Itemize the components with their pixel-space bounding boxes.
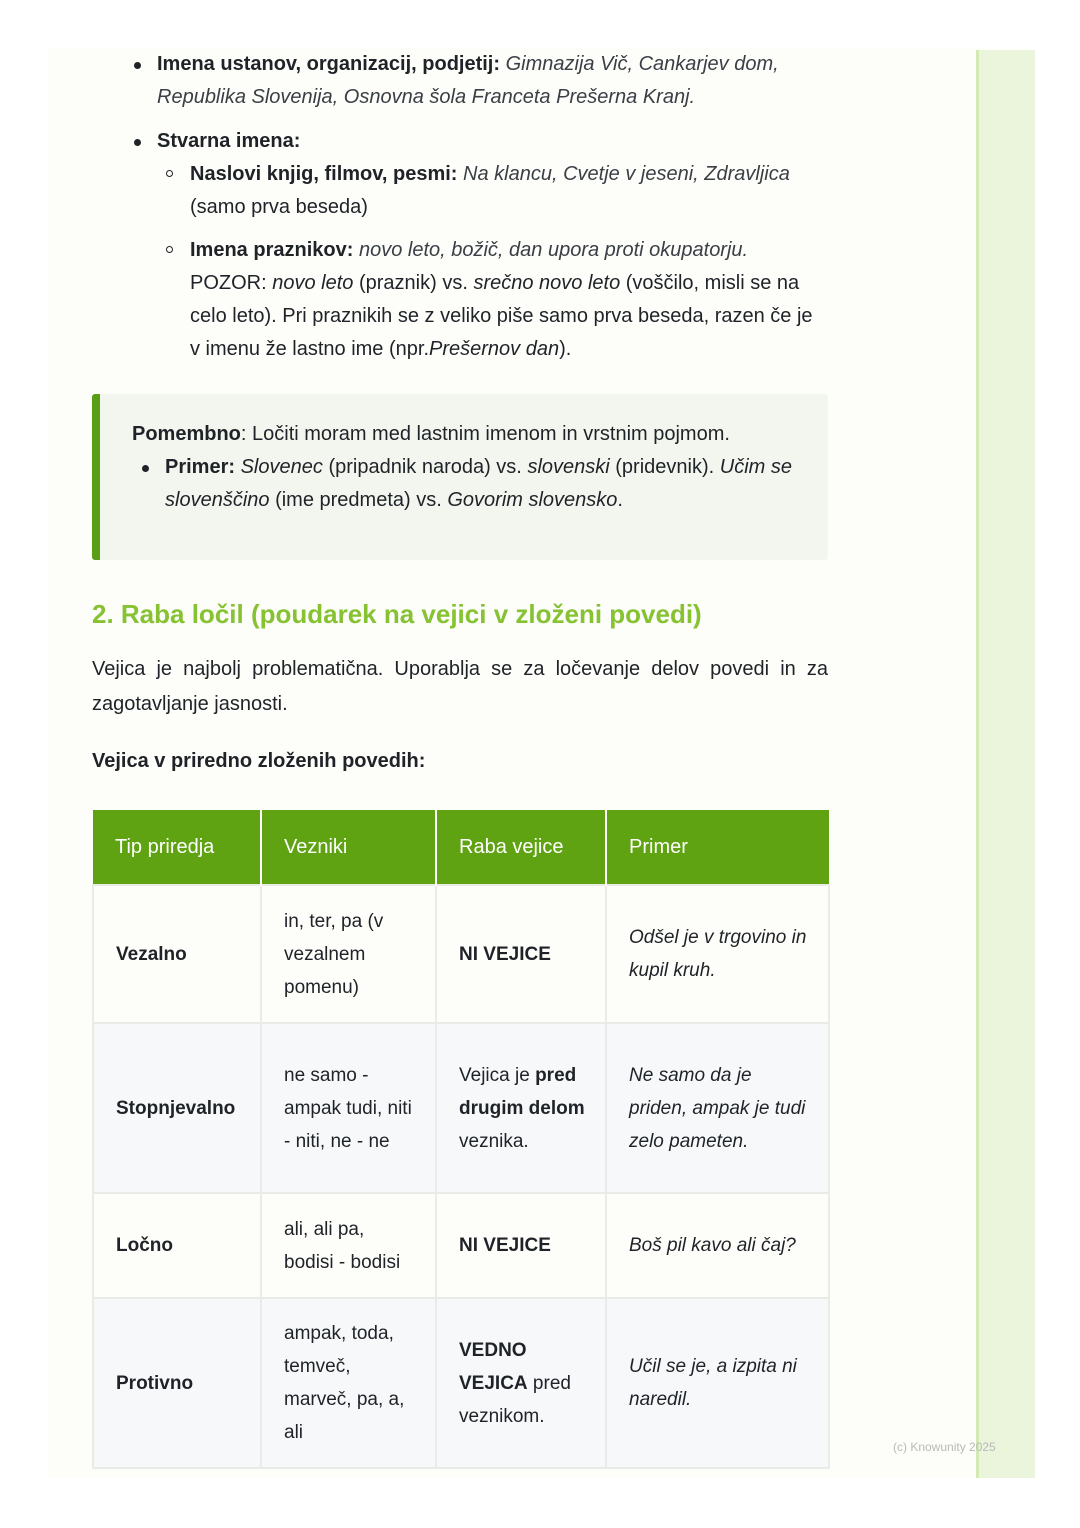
cell-type: Ločno: [93, 1193, 261, 1298]
body-text: (ime predmeta) vs.: [275, 489, 442, 511]
section-subheading: Vejica v priredno zloženih povedih:: [92, 750, 426, 772]
list-item-label: Imena ustanov, organizacij, podjetij:: [157, 53, 501, 75]
column-header: Primer: [606, 810, 829, 885]
body-text: ).: [559, 338, 572, 360]
callout-list-item: [132, 451, 794, 517]
callout-list: [132, 451, 794, 517]
table-row: [93, 1298, 829, 1468]
cell-type: Protivno: [93, 1298, 261, 1468]
raba-bold: NI VEJICE: [459, 943, 551, 965]
copyright-text: (c) Knowunity 2025: [893, 1440, 996, 1454]
example-text: Prešernov dan: [429, 338, 560, 360]
pozor-label: POZOR:: [190, 272, 267, 294]
sub-item-examples: novo leto, božič, dan upora proti okupatorju.: [358, 239, 749, 261]
cell-vezniki: in, ter, pa (v vezalnem pomenu): [261, 885, 436, 1023]
cell-type: Vezalno: [93, 885, 261, 1023]
sub-item-label: Naslovi knjig, filmov, pesmi:: [190, 163, 458, 185]
callout-text: : Ločiti moram med lastnim imenom in vrstnim pojmom.: [240, 423, 730, 445]
callout-heading: [132, 418, 794, 451]
example-text: slovenski: [527, 456, 610, 478]
cell-primer: Ne samo da je priden, ampak je tudi zelo pameten.: [606, 1023, 829, 1193]
example-text: Učim se slovenščino: [165, 456, 792, 511]
cell-vezniki: ne samo - ampak tudi, niti - niti, ne - ne: [261, 1023, 436, 1193]
document-content: [92, 48, 828, 1443]
cell-primer: Boš pil kavo ali čaj?: [606, 1193, 829, 1298]
example-text: srečno novo leto: [473, 272, 621, 294]
cell-primer: Učil se je, a izpita ni naredil.: [606, 1298, 829, 1468]
raba-bold: NI VEJICE: [459, 1235, 551, 1256]
raba-bold: VEDNO VEJICA: [459, 1339, 528, 1394]
section-paragraph: Vejica je najbolj problematična. Uporablja se za ločevanje delov povedi in za zagotavljanje jasnosti.: [92, 658, 828, 715]
section-heading: 2. Raba ločil (poudarek na vejici v zloženi povedi): [92, 599, 702, 629]
list-item-label: Stvarna imena:: [157, 130, 301, 152]
column-header: Tip priredja: [93, 810, 261, 885]
column-header: Raba vejice: [436, 810, 606, 885]
cell-vezniki: ali, ali pa, bodisi - bodisi: [261, 1193, 436, 1298]
example-text: novo leto: [272, 272, 354, 294]
cell-raba: [436, 885, 606, 1023]
sub-list: [157, 158, 828, 366]
sub-list-item: [157, 158, 828, 224]
sub-item-examples: Na klancu, Cvetje v jeseni, Zdravljica: [463, 163, 790, 185]
list-item: [92, 48, 828, 114]
raba-bold: pred drugim delom: [459, 1064, 585, 1119]
coordination-table: [92, 810, 830, 1469]
cell-raba: [436, 1298, 606, 1468]
cell-type: Stopnjevalno: [93, 1023, 261, 1193]
callout-bullet-label: Primer:: [165, 456, 236, 478]
side-strip: [976, 50, 1035, 1478]
column-header: Vezniki: [261, 810, 436, 885]
example-text: Govorim slovensko: [447, 489, 618, 511]
body-text: .: [617, 489, 623, 511]
cell-vezniki: ampak, toda, temveč, marveč, pa, a, ali: [261, 1298, 436, 1468]
important-callout: [92, 394, 828, 560]
body-text: (pridevnik).: [615, 456, 715, 478]
body-text: (pripadnik naroda) vs.: [328, 456, 522, 478]
cell-primer: Odšel je v trgovino in kupil kruh.: [606, 885, 829, 1023]
example-text: Slovenec: [240, 456, 323, 478]
proper-names-list: [92, 48, 828, 366]
sub-list-item: [157, 234, 828, 366]
body-text: (voščilo, misli se na celo leto). Pri praznikih se z veliko piše samo prva beseda, razen če je v imenu že lastno ime (npr.: [190, 272, 813, 360]
table-row: [93, 1193, 829, 1298]
raba-text: Vejica je: [459, 1064, 530, 1086]
sub-item-label: Imena praznikov:: [190, 239, 354, 261]
cell-raba: [436, 1193, 606, 1298]
list-item: [92, 125, 828, 366]
table-row: [93, 885, 829, 1023]
callout-label: Pomembno: [132, 423, 241, 445]
cell-raba: [436, 1023, 606, 1193]
sub-item-note: (samo prva beseda): [190, 196, 368, 218]
list-item-examples: Gimnazija Vič, Cankarjev dom, Republika Slovenija, Osnovna šola Franceta Prešerna Kranj.: [157, 53, 779, 108]
raba-text: pred veznikom.: [459, 1372, 571, 1427]
table-header-row: [93, 810, 829, 885]
table-row: [93, 1023, 829, 1193]
body-text: (praznik) vs.: [358, 272, 468, 294]
raba-text: veznika.: [459, 1130, 529, 1152]
